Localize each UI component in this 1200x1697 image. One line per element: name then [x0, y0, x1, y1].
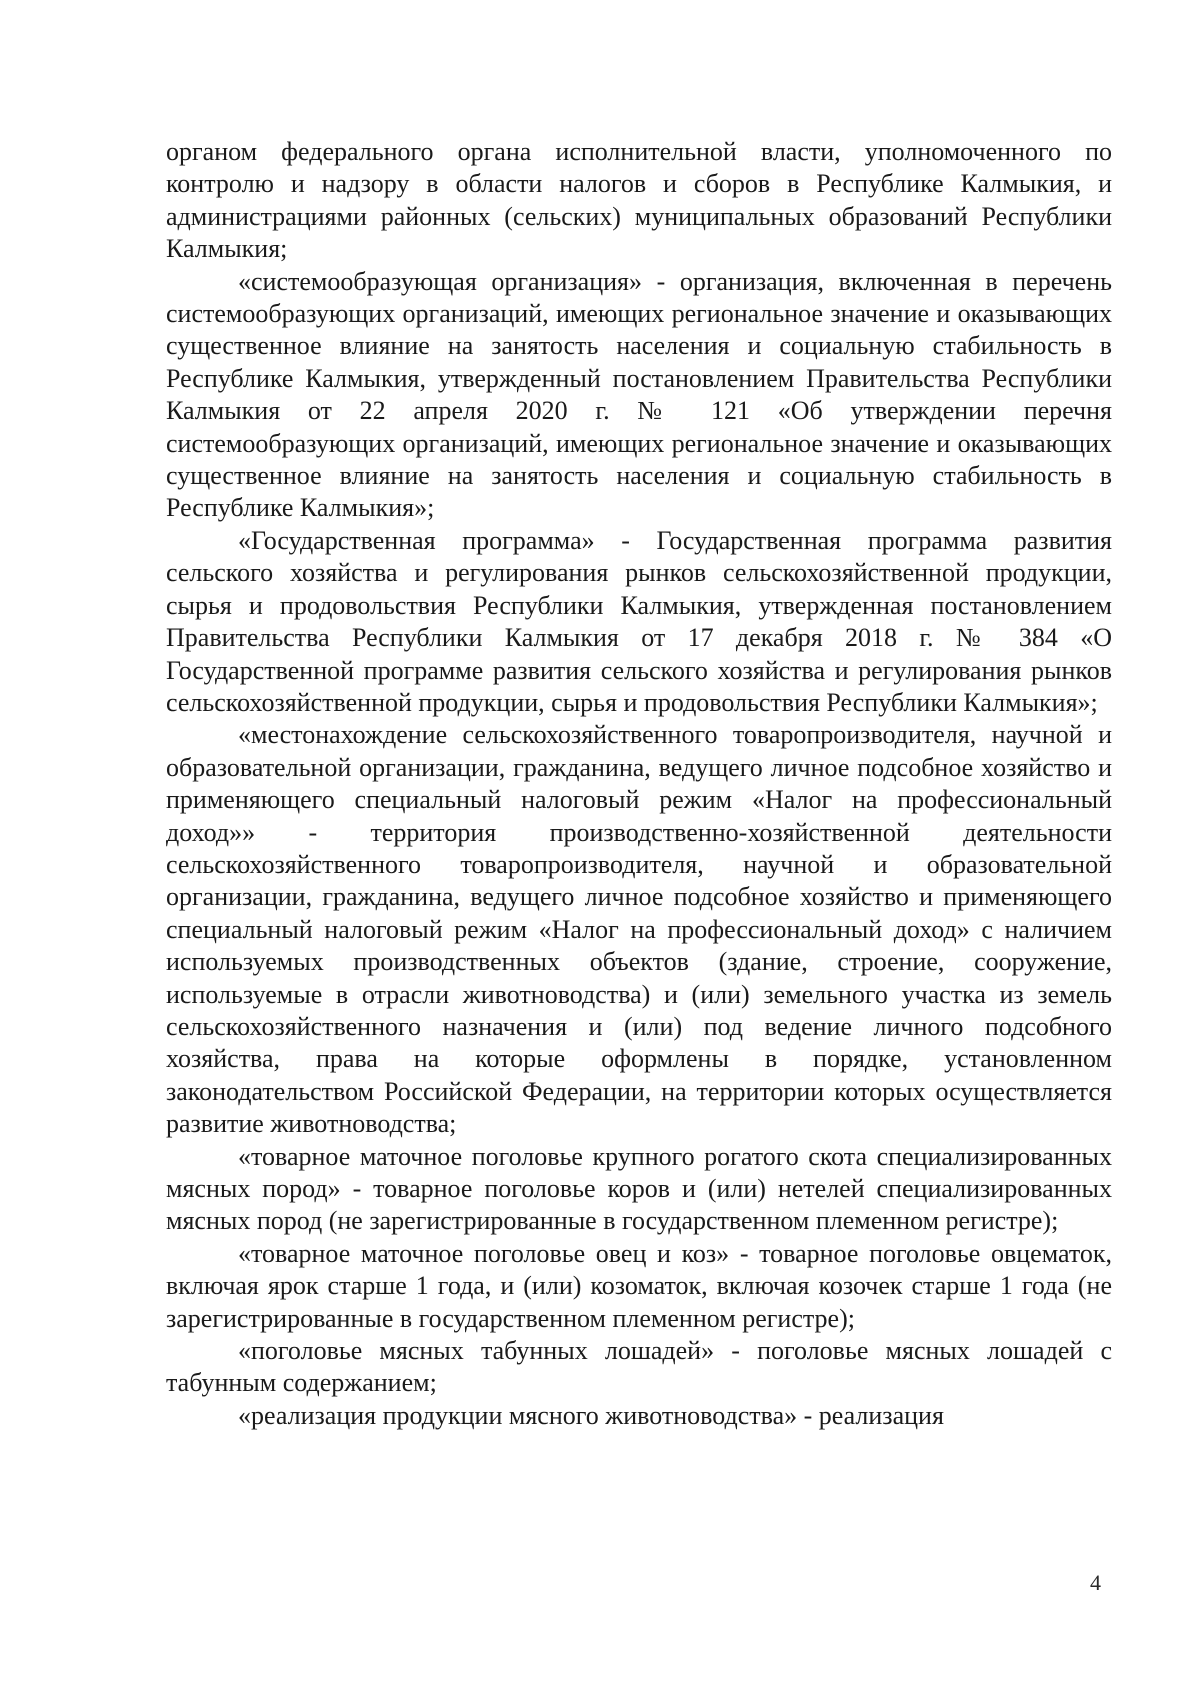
paragraph-definition-herd-horses: «поголовье мясных табунных лошадей» - поголовье мясных лошадей с табунным содержанием; [166, 1336, 1112, 1398]
paragraph-definition-sheep-goats: «товарное маточное поголовье овец и коз» - товарное поголовье овцематок, включая ярок старше 1 года, и (или) козоматок, включая козочек старше 1 года (не зарегистрированные в государственном племенном регистре); [166, 1238, 1112, 1333]
document-body [166, 136, 1112, 1432]
paragraph-definition-system-forming-organization: «системообразующая организация» - организация, включенная в перечень системообразующих организаций, имеющих региональное значение и оказывающих существенное влияние на занятость населения и социальную стабильность в Республике Калмыкия, утвержденный постановлением Правительства Республики Калмыкия от 22 апреля 2020 г. № 121 «Об утверждении перечня системообразующих организаций, имеющих региональное значение и оказывающих существенное влияние на занятость населения и социальную стабильность в Республике Калмыкия»; [166, 266, 1112, 523]
paragraph-definition-beef-cattle: «товарное маточное поголовье крупного рогатого скота специализированных мясных пород» - товарное поголовье коров и (или) нетелей специализированных мясных пород (не зарегистрированные в государственном племенном регистре); [166, 1141, 1112, 1236]
paragraph-continuation: органом федерального органа исполнительной власти, уполномоченного по контролю и надзору в области налогов и сборов в Республике Калмыкия, и администрациями районных (сельских) муниципальных образований Республики Калмыкия; [166, 137, 1112, 264]
paragraph-definition-location: «местонахождение сельскохозяйственного товаропроизводителя, научной и образовательной организации, гражданина, ведущего личное подсобное хозяйство и применяющего специальный налоговый режим «Налог на профессиональный доход»» - территория производственно-хозяйственной деятельности сельскохозяйственного товаропроизводителя, научной и образовательной организации, гражданина, ведущего личное подсобное хозяйство и применяющего специальный налоговый режим «Налог на профессиональный доход» с наличием используемых производственных объектов (здание, строение, сооружение, используемые в отрасли животноводства) и (или) земельного участка из земель сельскохозяйственного назначения и (или) под ведение личного подсобного хозяйства, права на которые оформлены в порядке, установленном законодательством Российской Федерации, на территории которых осуществляется развитие животноводства; [166, 720, 1112, 1139]
paragraph-definition-state-program: «Государственная программа» - Государственная программа развития сельского хозяйства и регулирования рынков сельскохозяйственной продукции, сырья и продовольствия Республики Калмыкия, утвержденная постановлением Правительства Республики Калмыкия от 17 декабря 2018 г. № 384 «О Государственной программе развития сельского хозяйства и регулирования рынков сельскохозяйственной продукции, сырья и продовольствия Республики Калмыкия»; [166, 525, 1112, 717]
paragraph-definition-meat-sales: «реализация продукции мясного животноводства» - реализация [238, 1400, 944, 1430]
page-number: 4 [1090, 1570, 1101, 1595]
